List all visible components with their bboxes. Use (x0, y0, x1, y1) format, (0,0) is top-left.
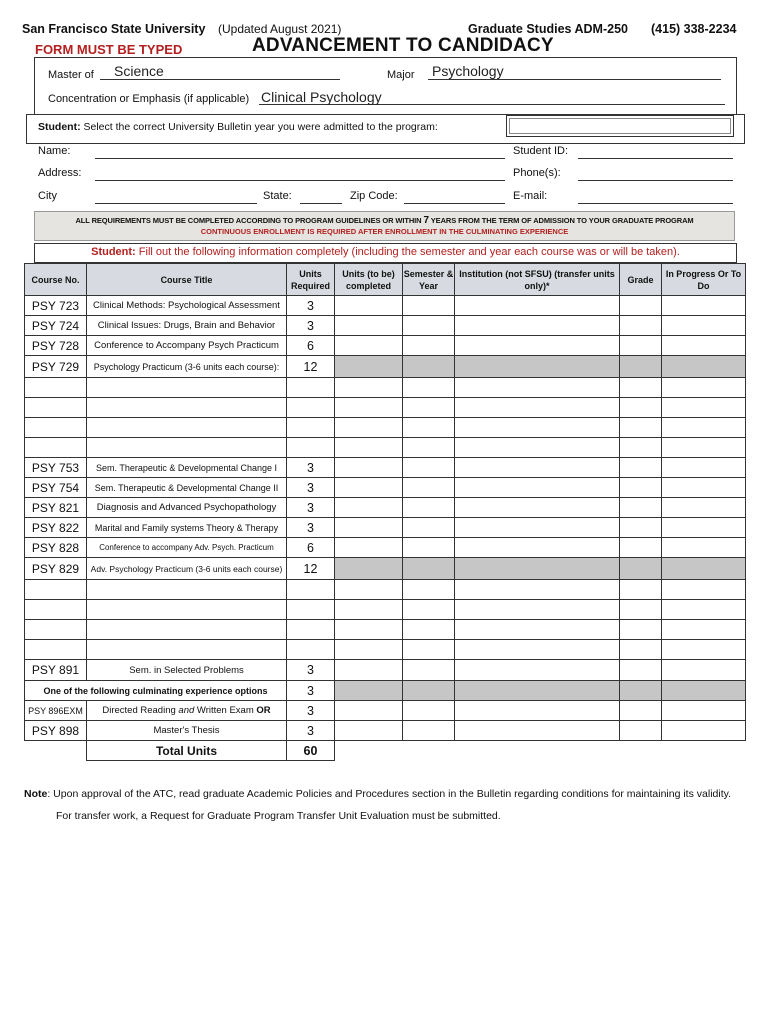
course-no: PSY 754 (25, 478, 87, 498)
phone-label: Phone(s): (513, 167, 561, 179)
form-id: Graduate Studies ADM-250 (468, 22, 628, 36)
phone-field[interactable] (578, 167, 733, 181)
course-title-cell[interactable] (87, 600, 287, 620)
table-row (25, 478, 746, 498)
shaded-cell (662, 558, 746, 580)
address-field[interactable] (95, 167, 505, 181)
title-part: Directed Reading (102, 705, 176, 716)
shaded-cell (662, 356, 746, 378)
major-field[interactable] (428, 64, 721, 80)
in-progress-cell[interactable] (662, 438, 746, 458)
course-no: PSY 822 (25, 518, 87, 538)
course-title: Conference to accompany Adv. Psych. Practicum (87, 538, 287, 558)
institution-cell[interactable] (455, 398, 620, 418)
units-completed-cell[interactable] (335, 478, 403, 498)
table-row (25, 600, 746, 620)
university-name: San Francisco State University (22, 22, 206, 36)
table-row (25, 296, 746, 316)
semester-cell[interactable] (403, 538, 455, 558)
course-title: Psychology Practicum (3-6 units each course): (87, 356, 287, 378)
course-no: PSY 829 (25, 558, 87, 580)
units-required: 12 (287, 356, 335, 378)
in-progress-cell[interactable] (662, 418, 746, 438)
header-grade: Grade (620, 264, 662, 296)
units-completed-cell[interactable] (335, 336, 403, 356)
requirements-banner (34, 211, 735, 241)
institution-cell[interactable] (455, 418, 620, 438)
units-required: 3 (287, 518, 335, 538)
total-units-label: Total Units (87, 741, 287, 761)
in-progress-cell[interactable] (662, 600, 746, 620)
semester-cell[interactable] (403, 478, 455, 498)
units-completed-cell[interactable] (335, 580, 403, 600)
in-progress-cell[interactable] (662, 398, 746, 418)
shaded-cell (620, 558, 662, 580)
course-title: Marital and Family systems Theory & Therapy (87, 518, 287, 538)
units-completed-cell[interactable] (335, 538, 403, 558)
address-label: Address: (38, 167, 82, 179)
grade-cell[interactable] (620, 378, 662, 398)
culminating-options-label: One of the following culminating experience options (25, 681, 287, 701)
continuous-enrollment-notice: CONTINUOUS ENROLLMENT IS REQUIRED AFTER ENROLLMENT IN THE CULMINATING EXPERIENCE (200, 227, 569, 236)
grade-cell[interactable] (620, 498, 662, 518)
requirements-text-b: YEARS FROM THE TERM OF ADMISSION TO YOUR GRADUATE PROGRAM (430, 216, 694, 225)
course-table (24, 263, 746, 761)
institution-cell[interactable] (455, 721, 620, 741)
grade-cell[interactable] (620, 458, 662, 478)
course-title: Sem. Therapeutic & Developmental Change II (87, 478, 287, 498)
note-text-2: For transfer work, a Request for Graduate Program Transfer Unit Evaluation must be submitted. (56, 810, 501, 822)
institution-cell[interactable] (455, 660, 620, 681)
grade-cell[interactable] (620, 701, 662, 721)
course-no: PSY 723 (25, 296, 87, 316)
master-of-field[interactable] (100, 64, 340, 80)
bulletin-instruction (38, 121, 438, 133)
semester-cell[interactable] (403, 418, 455, 438)
grade-cell[interactable] (620, 721, 662, 741)
table-row (25, 580, 746, 600)
semester-cell[interactable] (403, 316, 455, 336)
table-row (25, 498, 746, 518)
shaded-cell (455, 681, 620, 701)
shaded-cell (620, 356, 662, 378)
note-text-1: : Upon approval of the ATC, read graduate Academic Policies and Procedures section in the Bulletin regarding conditions for maintaining its validity. (47, 788, 732, 800)
institution-cell[interactable] (455, 580, 620, 600)
shaded-cell (403, 356, 455, 378)
course-title-cell[interactable] (87, 620, 287, 640)
empty-cell (455, 741, 620, 761)
units-completed-cell[interactable] (335, 296, 403, 316)
course-title-cell[interactable] (87, 378, 287, 398)
units-required-cell[interactable] (287, 580, 335, 600)
grade-cell[interactable] (620, 336, 662, 356)
grade-cell[interactable] (620, 640, 662, 660)
units-required: 3 (287, 296, 335, 316)
in-progress-cell[interactable] (662, 538, 746, 558)
semester-cell[interactable] (403, 580, 455, 600)
grade-cell[interactable] (620, 600, 662, 620)
table-row (25, 660, 746, 681)
table-row (25, 741, 746, 761)
institution-cell[interactable] (455, 701, 620, 721)
grade-cell[interactable] (620, 478, 662, 498)
course-no: PSY 753 (25, 458, 87, 478)
in-progress-cell[interactable] (662, 518, 746, 538)
course-no-cell[interactable] (25, 620, 87, 640)
shaded-cell (403, 681, 455, 701)
units-completed-cell[interactable] (335, 600, 403, 620)
table-row (25, 356, 746, 378)
grade-cell[interactable] (620, 580, 662, 600)
course-no-cell[interactable] (25, 600, 87, 620)
institution-cell[interactable] (455, 518, 620, 538)
header-in-progress: In Progress Or To Do (662, 264, 746, 296)
course-title (87, 701, 287, 721)
header-institution: Institution (not SFSU) (transfer units only)* (455, 264, 620, 296)
title-part: Written Exam (196, 705, 254, 716)
institution-cell[interactable] (455, 316, 620, 336)
name-field[interactable] (95, 145, 505, 159)
empty-cell (403, 741, 455, 761)
course-title: Sem. in Selected Problems (87, 660, 287, 681)
semester-cell[interactable] (403, 498, 455, 518)
name-label: Name: (38, 145, 71, 157)
table-row (25, 558, 746, 580)
total-units-value: 60 (287, 741, 335, 761)
in-progress-cell[interactable] (662, 336, 746, 356)
semester-cell[interactable] (403, 600, 455, 620)
units-required: 3 (287, 498, 335, 518)
master-of-label: Master of (48, 69, 94, 81)
table-row (25, 518, 746, 538)
shaded-cell (662, 681, 746, 701)
table-row (25, 458, 746, 478)
course-no: PSY 821 (25, 498, 87, 518)
student-id-label: Student ID: (513, 145, 569, 157)
table-row (25, 316, 746, 336)
table-row (25, 721, 746, 741)
units-completed-cell[interactable] (335, 316, 403, 336)
institution-cell[interactable] (455, 458, 620, 478)
course-no-cell[interactable] (25, 398, 87, 418)
units-required-cell[interactable] (287, 398, 335, 418)
units-required: 3 (287, 660, 335, 681)
units-required: 3 (287, 478, 335, 498)
course-no-cell[interactable] (25, 378, 87, 398)
grade-cell[interactable] (620, 438, 662, 458)
semester-cell[interactable] (403, 438, 455, 458)
semester-cell[interactable] (403, 518, 455, 538)
master-of-value: Science (114, 63, 164, 79)
bulletin-text: Select the correct University Bulletin year you were admitted to the program: (83, 121, 438, 133)
course-no-cell[interactable] (25, 438, 87, 458)
table-row (25, 701, 746, 721)
grade-cell[interactable] (620, 620, 662, 640)
title-part: OR (256, 705, 271, 716)
in-progress-cell[interactable] (662, 316, 746, 336)
course-title-cell[interactable] (87, 438, 287, 458)
grade-cell[interactable] (620, 296, 662, 316)
city-field[interactable] (95, 190, 257, 204)
shaded-cell (335, 681, 403, 701)
in-progress-cell[interactable] (662, 640, 746, 660)
table-row (25, 438, 746, 458)
course-title: Master's Thesis (87, 721, 287, 741)
units-required-cell[interactable] (287, 600, 335, 620)
course-title: Sem. Therapeutic & Developmental Change I (87, 458, 287, 478)
institution-cell[interactable] (455, 600, 620, 620)
course-title: Conference to Accompany Psych Practicum (87, 336, 287, 356)
email-field[interactable] (578, 190, 733, 204)
table-row (25, 681, 746, 701)
table-header-row (25, 264, 746, 296)
semester-cell[interactable] (403, 701, 455, 721)
semester-cell[interactable] (403, 378, 455, 398)
units-completed-cell[interactable] (335, 418, 403, 438)
shaded-cell (620, 681, 662, 701)
institution-cell[interactable] (455, 640, 620, 660)
empty-cell (25, 741, 87, 761)
state-label: State: (263, 190, 292, 202)
units-completed-cell[interactable] (335, 498, 403, 518)
table-row (25, 620, 746, 640)
units-completed-cell[interactable] (335, 620, 403, 640)
fill-instruction-text: Fill out the following information completely (including the semester and year each course was or will be taken). (138, 246, 680, 258)
in-progress-cell[interactable] (662, 721, 746, 741)
updated-date: (Updated August 2021) (218, 22, 342, 36)
units-completed-cell[interactable] (335, 660, 403, 681)
course-no: PSY 729 (25, 356, 87, 378)
course-no: PSY 828 (25, 538, 87, 558)
concentration-label: Concentration or Emphasis (if applicable) (48, 93, 250, 105)
course-no: PSY 728 (25, 336, 87, 356)
units-required: 12 (287, 558, 335, 580)
course-no: PSY 898 (25, 721, 87, 741)
student-id-field[interactable] (578, 145, 733, 159)
must-be-typed-notice: FORM MUST BE TYPED (35, 42, 183, 57)
institution-cell[interactable] (455, 498, 620, 518)
bulletin-year-value (509, 118, 731, 134)
shaded-cell (455, 558, 620, 580)
course-title: Clinical Methods: Psychological Assessment (87, 296, 287, 316)
in-progress-cell[interactable] (662, 580, 746, 600)
grade-cell[interactable] (620, 518, 662, 538)
header-course-no: Course No. (25, 264, 87, 296)
units-required-cell[interactable] (287, 620, 335, 640)
bulletin-student-label: Student: (38, 121, 81, 133)
in-progress-cell[interactable] (662, 620, 746, 640)
grade-cell[interactable] (620, 316, 662, 336)
units-required: 6 (287, 538, 335, 558)
table-row (25, 398, 746, 418)
units-completed-cell[interactable] (335, 701, 403, 721)
header-units-completed: Units (to be) completed (335, 264, 403, 296)
city-label: City (38, 190, 57, 202)
major-value: Psychology (432, 63, 504, 79)
institution-cell[interactable] (455, 620, 620, 640)
grade-cell[interactable] (620, 538, 662, 558)
table-row (25, 378, 746, 398)
footer-note (24, 783, 754, 827)
institution-cell[interactable] (455, 336, 620, 356)
shaded-cell (335, 558, 403, 580)
table-row (25, 336, 746, 356)
major-label: Major (387, 69, 415, 81)
title-part: and (178, 705, 195, 716)
units-required: 6 (287, 336, 335, 356)
course-no: PSY 891 (25, 660, 87, 681)
note-label: Note (24, 788, 48, 800)
units-required-cell[interactable] (287, 378, 335, 398)
units-completed-cell[interactable] (335, 458, 403, 478)
course-no: PSY 896EXM (25, 701, 87, 721)
email-label: E-mail: (513, 190, 548, 202)
course-title: Diagnosis and Advanced Psychopathology (87, 498, 287, 518)
course-title: Clinical Issues: Drugs, Brain and Behavior (87, 316, 287, 336)
header-semester: Semester & Year (403, 264, 455, 296)
semester-cell[interactable] (403, 296, 455, 316)
grade-cell[interactable] (620, 418, 662, 438)
units-completed-cell[interactable] (335, 438, 403, 458)
semester-cell[interactable] (403, 458, 455, 478)
header-units-required: Units Required (287, 264, 335, 296)
units-completed-cell[interactable] (335, 518, 403, 538)
in-progress-cell[interactable] (662, 498, 746, 518)
note-line-1 (24, 783, 754, 805)
in-progress-cell[interactable] (662, 660, 746, 681)
semester-cell[interactable] (403, 640, 455, 660)
institution-cell[interactable] (455, 438, 620, 458)
concentration-value: Clinical Psychology (261, 89, 382, 105)
semester-cell[interactable] (403, 336, 455, 356)
semester-cell[interactable] (403, 620, 455, 640)
units-completed-cell[interactable] (335, 640, 403, 660)
page-title: ADVANCEMENT TO CANDIDACY (252, 35, 554, 56)
units-required: 3 (287, 721, 335, 741)
units-required-cell[interactable] (287, 438, 335, 458)
institution-cell[interactable] (455, 538, 620, 558)
semester-cell[interactable] (403, 398, 455, 418)
state-field[interactable] (300, 190, 342, 204)
institution-cell[interactable] (455, 296, 620, 316)
units-completed-cell[interactable] (335, 398, 403, 418)
course-title-cell[interactable] (87, 418, 287, 438)
course-title-cell[interactable] (87, 398, 287, 418)
zip-label: Zip Code: (350, 190, 398, 202)
institution-cell[interactable] (455, 478, 620, 498)
units-required: 3 (287, 316, 335, 336)
course-title: Adv. Psychology Practicum (3-6 units each course) (87, 558, 287, 580)
requirements-text-a: ALL REQUIREMENTS MUST BE COMPLETED ACCORDING TO PROGRAM GUIDELINES OR WITHIN (75, 216, 422, 225)
fill-instruction (34, 243, 737, 263)
in-progress-cell[interactable] (662, 458, 746, 478)
in-progress-cell[interactable] (662, 478, 746, 498)
concentration-field[interactable] (259, 89, 725, 105)
institution-cell[interactable] (455, 378, 620, 398)
units-required: 3 (287, 458, 335, 478)
shaded-cell (455, 356, 620, 378)
units-required: 3 (287, 701, 335, 721)
units-required-cell[interactable] (287, 418, 335, 438)
in-progress-cell[interactable] (662, 701, 746, 721)
table-row (25, 418, 746, 438)
grade-cell[interactable] (620, 398, 662, 418)
phone-number: (415) 338-2234 (651, 22, 737, 36)
course-title-cell[interactable] (87, 640, 287, 660)
empty-cell (662, 741, 746, 761)
in-progress-cell[interactable] (662, 378, 746, 398)
course-no-cell[interactable] (25, 640, 87, 660)
requirements-line-1 (35, 215, 734, 226)
empty-cell (620, 741, 662, 761)
course-no-cell[interactable] (25, 418, 87, 438)
requirements-years: 7 (423, 215, 429, 226)
units-required-cell[interactable] (287, 640, 335, 660)
course-title-cell[interactable] (87, 580, 287, 600)
shaded-cell (335, 356, 403, 378)
course-no: PSY 724 (25, 316, 87, 336)
units-completed-cell[interactable] (335, 378, 403, 398)
table-row (25, 538, 746, 558)
grade-cell[interactable] (620, 660, 662, 681)
empty-cell (335, 741, 403, 761)
semester-cell[interactable] (403, 660, 455, 681)
shaded-cell (403, 558, 455, 580)
semester-cell[interactable] (403, 721, 455, 741)
table-row (25, 640, 746, 660)
units-completed-cell[interactable] (335, 721, 403, 741)
units-required: 3 (287, 681, 335, 701)
course-no-cell[interactable] (25, 580, 87, 600)
header-course-title: Course Title (87, 264, 287, 296)
fill-student-label: Student: (91, 246, 136, 258)
zip-field[interactable] (404, 190, 505, 204)
bulletin-year-input[interactable] (506, 115, 734, 137)
in-progress-cell[interactable] (662, 296, 746, 316)
